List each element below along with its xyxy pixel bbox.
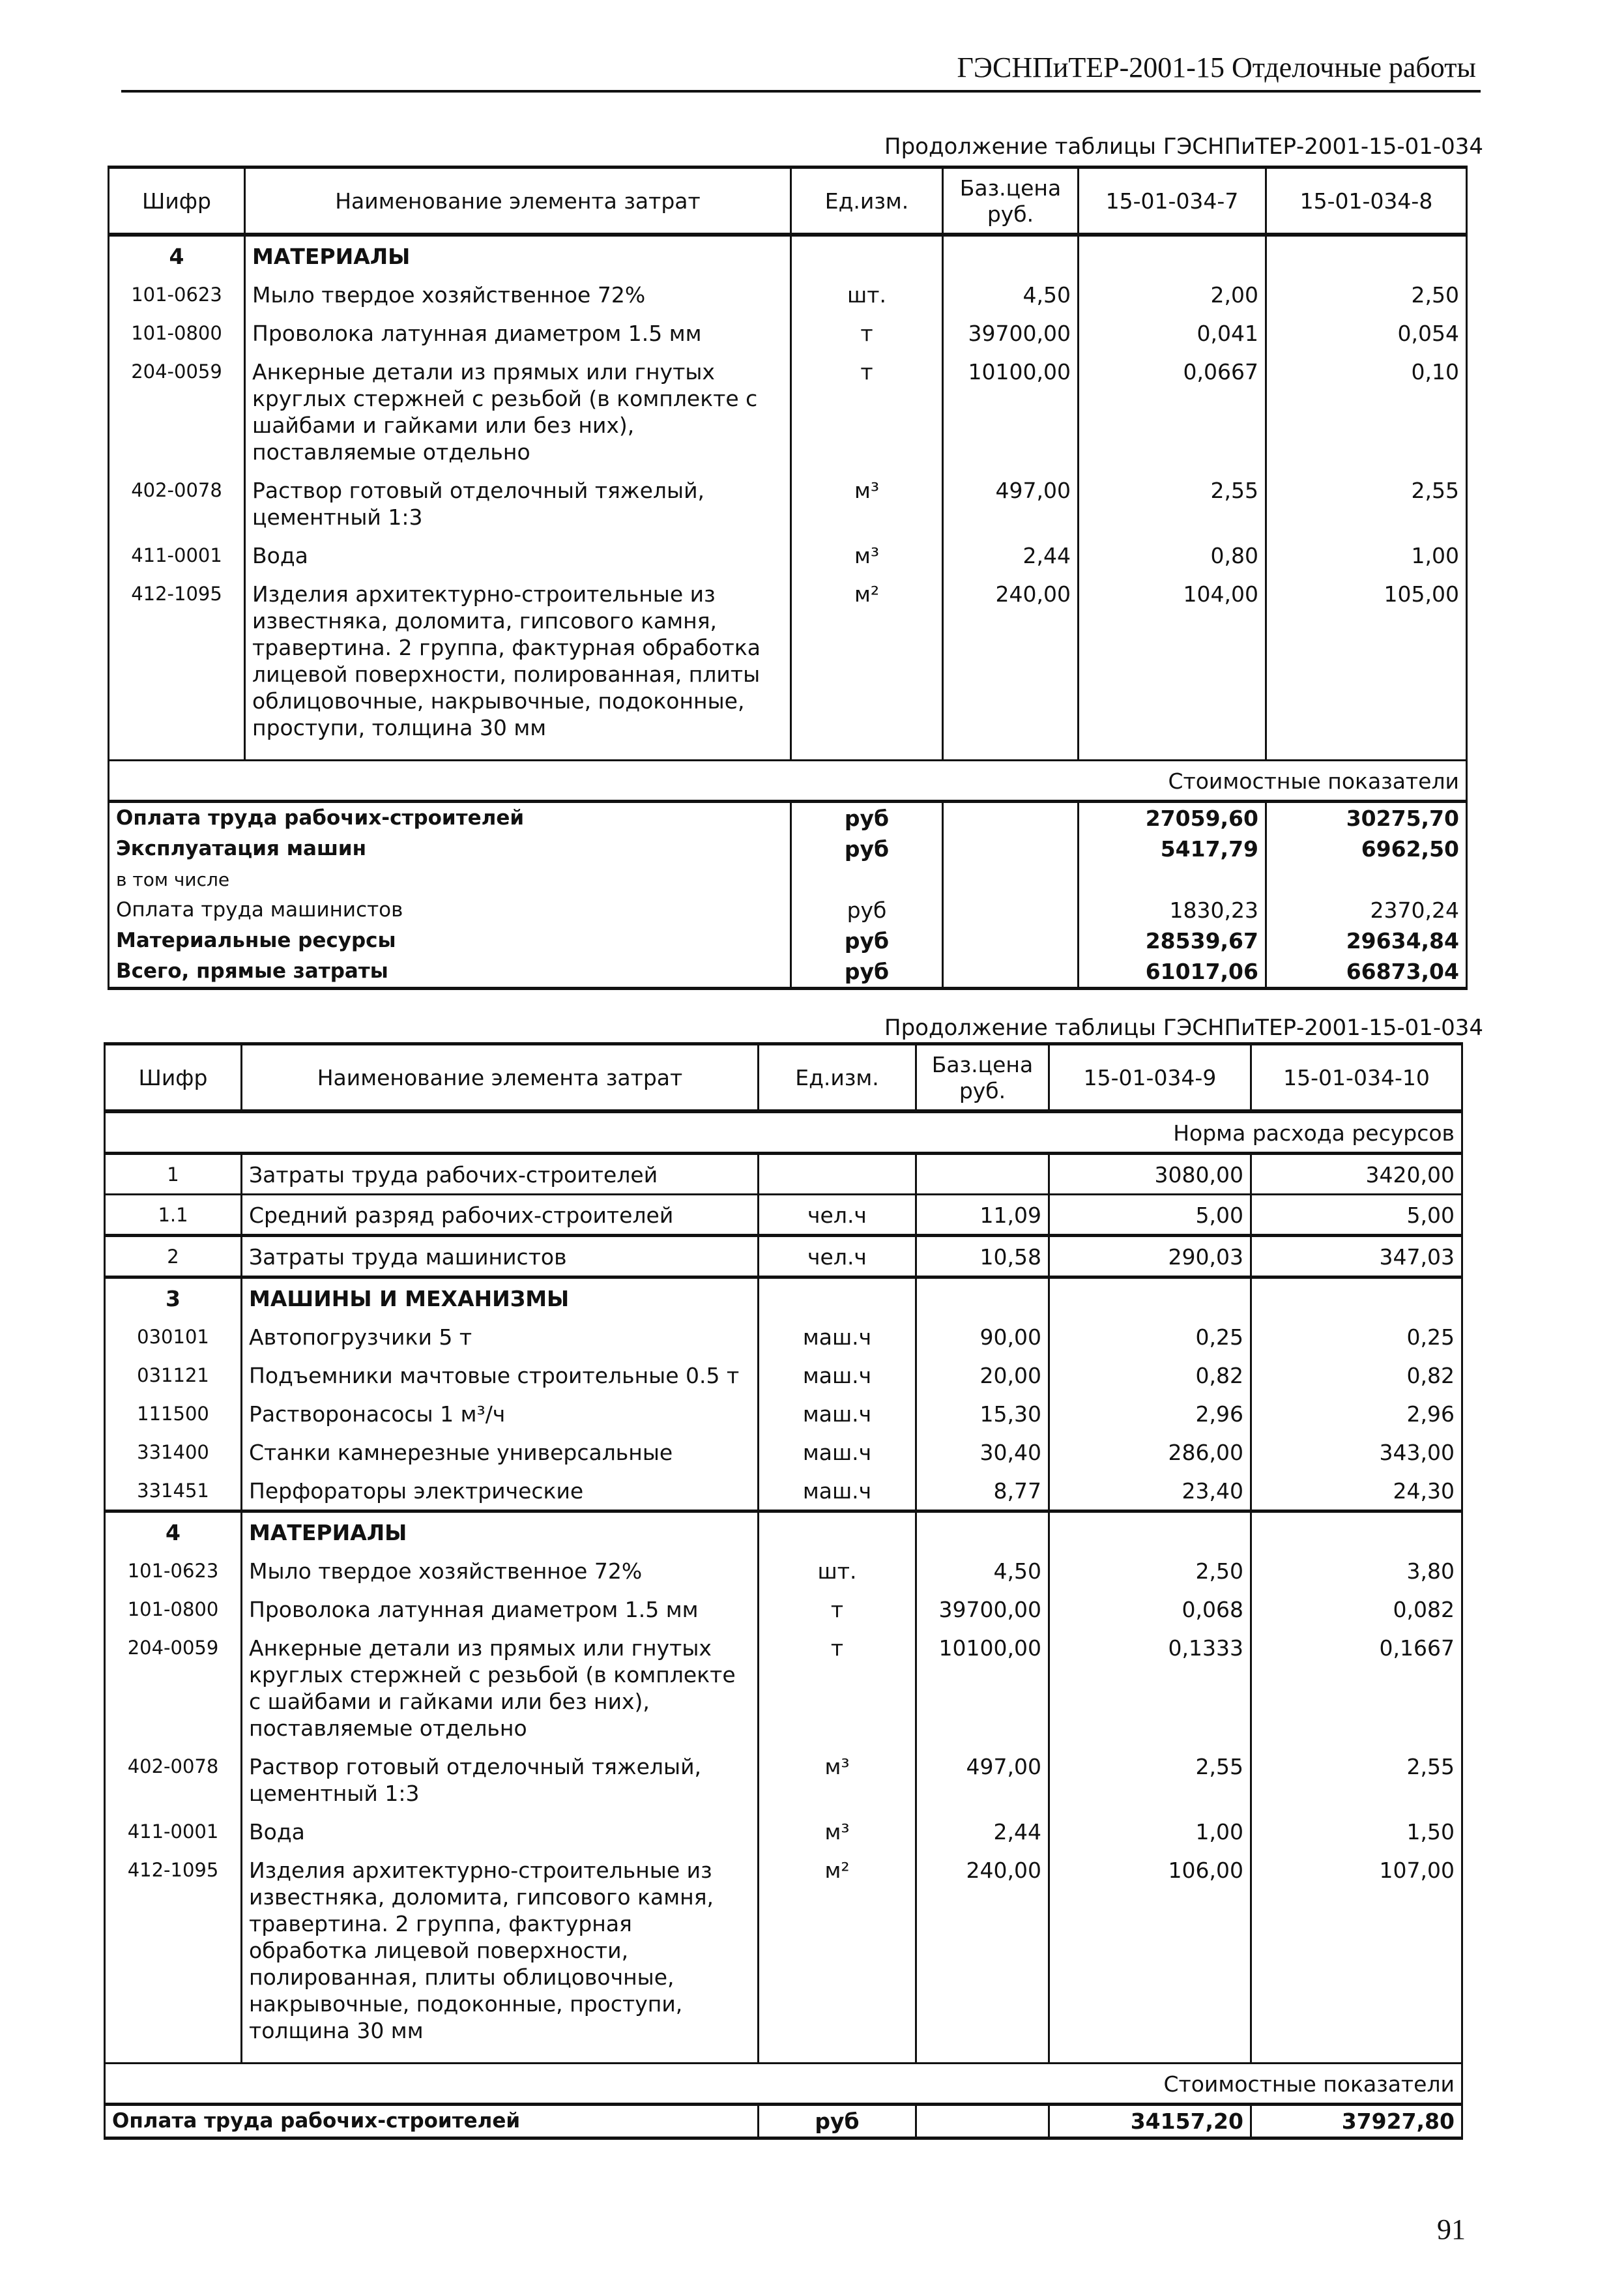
header-code: Шифр [105,1044,242,1112]
spacer-cell [1266,746,1467,761]
resource-table-2 [104,1042,1463,2140]
price-cell [916,1154,1049,1195]
unit-cell: руб [791,895,943,926]
header-col-b: 15-01-034-8 [1266,168,1467,235]
name-cell: Раствор готовый отделочный тяжелый, цементный 1:3 [242,1747,759,1812]
value-b-cell: 2,96 [1251,1394,1462,1433]
code-cell: 101-0800 [109,314,245,352]
name-cell: Анкерные детали из прямых или гнутых круглых стержней с резьбой (в комплекте с шайбами и гайками или без них), поставляемые отдельно [245,352,791,471]
code-cell: 101-0623 [105,1551,242,1590]
price-cell [916,1277,1049,1318]
summary-row [109,802,1467,834]
table-row [105,1747,1462,1812]
value-b-cell: 37927,80 [1251,2105,1462,2138]
code-cell: 031121 [105,1356,242,1394]
section-row [109,235,1467,275]
value-b-cell: 107,00 [1251,1850,1462,2049]
table-row [105,1628,1462,1747]
table-row [109,314,1467,352]
value-b-cell: 0,25 [1251,1317,1462,1356]
unit-cell: руб [759,2105,916,2138]
value-b-cell: 1,50 [1251,1812,1462,1850]
value-a-cell: 290,03 [1049,1236,1251,1277]
table2-caption: Продолжение таблицы ГЭСНПиТЕР-2001-15-01-034 [884,1015,1484,1041]
unit-cell [759,1277,916,1318]
header-unit: Ед.изм. [759,1044,916,1112]
spacer-cell [1049,2049,1251,2064]
value-a-cell: 2,96 [1049,1394,1251,1433]
table-header-row [105,1044,1462,1112]
unit-cell: маш.ч [759,1433,916,1471]
value-a-cell: 28539,67 [1079,926,1266,956]
table-body [109,235,1467,989]
summary-label: Оплата труда машинистов [109,895,791,926]
header-col-a: 15-01-034-7 [1079,168,1266,235]
unit-cell: шт. [791,275,943,314]
header-name: Наименование элемента затрат [245,168,791,235]
name-cell: Станки камнерезные универсальные [242,1433,759,1471]
unit-cell [759,1511,916,1552]
table-row [105,1471,1462,1511]
code-cell: 411-0001 [105,1812,242,1850]
price-cell: 4,50 [943,275,1079,314]
code-cell: 331451 [105,1471,242,1511]
name-cell: Раствор готовый отделочный тяжелый, цементный 1:3 [245,471,791,536]
summary-row [109,864,1467,895]
name-cell: Перфораторы электрические [242,1471,759,1511]
name-cell: Анкерные детали из прямых или гнутых круглых стержней с резьбой (в комплекте с шайбами и гайками или без них), поставляемые отдельно [242,1628,759,1747]
spacer-cell [242,2049,759,2064]
unit-cell: руб [791,834,943,864]
name-cell: Изделия архитектурно-строительные из известняка, доломита, гипсового камня, травертина. 2 группа, фактурная обработка лицевой поверхности, полированная, плиты облицовочные, накрывочные, подоконные, проступи, толщина 30 мм [245,574,791,746]
value-a-cell: 1830,23 [1079,895,1266,926]
value-a-cell: 34157,20 [1049,2105,1251,2138]
spacer-cell [105,2049,242,2064]
price-cell [943,926,1079,956]
value-a-cell [1049,1511,1251,1552]
code-cell: 1.1 [105,1195,242,1236]
price-cell: 2,44 [943,536,1079,574]
unit-cell [759,1154,916,1195]
value-b-cell [1251,1511,1462,1552]
name-cell: Растворонасосы 1 м³/ч [242,1394,759,1433]
price-cell: 90,00 [916,1317,1049,1356]
header-unit: Ед.изм. [791,168,943,235]
table-row [105,1433,1462,1471]
price-cell: 240,00 [943,574,1079,746]
value-b-cell [1266,235,1467,275]
table-row [109,471,1467,536]
table-row [105,1317,1462,1356]
unit-cell: м³ [791,536,943,574]
code-cell: 331400 [105,1433,242,1471]
unit-cell: т [759,1590,916,1628]
value-a-cell: 1,00 [1049,1812,1251,1850]
unit-cell: м² [791,574,943,746]
table-row [105,1590,1462,1628]
value-a-cell: 23,40 [1049,1471,1251,1511]
value-a-cell: 0,25 [1049,1317,1251,1356]
code-cell: 4 [105,1511,242,1552]
summary-label: Всего, прямые затраты [109,956,791,989]
value-b-cell: 1,00 [1266,536,1467,574]
code-cell: 402-0078 [109,471,245,536]
price-cell: 8,77 [916,1471,1049,1511]
header-col-a: 15-01-034-9 [1049,1044,1251,1112]
spacer-cell [943,746,1079,761]
value-a-cell: 286,00 [1049,1433,1251,1471]
table-body [105,1111,1462,2138]
band-label: Стоимостные показатели [109,761,1467,802]
price-cell [916,1511,1049,1552]
name-cell: Автопогрузчики 5 т [242,1317,759,1356]
price-cell [943,834,1079,864]
table-row [109,574,1467,746]
value-b-cell: 5,00 [1251,1195,1462,1236]
table1-caption: Продолжение таблицы ГЭСНПиТЕР-2001-15-01-034 [884,134,1484,160]
summary-row [109,834,1467,864]
price-cell: 20,00 [916,1356,1049,1394]
code-cell: 3 [105,1277,242,1318]
table-row [105,1195,1462,1236]
band-label: Стоимостные показатели [105,2064,1462,2105]
code-cell: 1 [105,1154,242,1195]
summary-row [105,2105,1462,2138]
price-cell: 10100,00 [943,352,1079,471]
value-b-cell: 0,054 [1266,314,1467,352]
running-header: ГЭСНПиТЕР-2001-15 Отделочные работы [957,51,1476,83]
header-col-b: 15-01-034-10 [1251,1044,1462,1112]
spacer-cell [1251,2049,1462,2064]
table-row [105,1356,1462,1394]
code-cell: 111500 [105,1394,242,1433]
page-number: 91 [1437,2213,1466,2245]
table-row [105,1154,1462,1195]
table-row [105,1850,1462,2049]
spacer-cell [1079,746,1266,761]
value-b-cell: 2370,24 [1266,895,1467,926]
band-label: Норма расхода ресурсов [105,1111,1462,1154]
code-cell: 101-0623 [109,275,245,314]
value-a-cell: 5,00 [1049,1195,1251,1236]
section-band-row [105,2064,1462,2105]
header-rule [121,90,1481,93]
table-row [105,1812,1462,1850]
value-b-cell: 24,30 [1251,1471,1462,1511]
value-a-cell: 106,00 [1049,1850,1251,2049]
price-cell: 11,09 [916,1195,1049,1236]
price-cell: 240,00 [916,1850,1049,2049]
value-b-cell: 2,50 [1266,275,1467,314]
name-cell: МАТЕРИАЛЫ [242,1511,759,1552]
unit-cell: маш.ч [759,1356,916,1394]
header-price: Баз.цена руб. [943,168,1079,235]
unit-cell: маш.ч [759,1471,916,1511]
value-a-cell: 2,00 [1079,275,1266,314]
price-cell [943,956,1079,989]
value-a-cell [1079,864,1266,895]
spacer-cell [916,2049,1049,2064]
name-cell: Подъемники мачтовые строительные 0.5 т [242,1356,759,1394]
value-b-cell: 0,1667 [1251,1628,1462,1747]
spacer-row [109,746,1467,761]
price-cell: 497,00 [916,1747,1049,1812]
spacer-cell [791,746,943,761]
name-cell: Вода [245,536,791,574]
unit-cell: м³ [791,471,943,536]
value-a-cell: 2,55 [1049,1747,1251,1812]
name-cell: Затраты труда рабочих-строителей [242,1154,759,1195]
code-cell: 204-0059 [109,352,245,471]
price-cell: 30,40 [916,1433,1049,1471]
summary-label: Оплата труда рабочих-строителей [105,2105,759,2138]
value-a-cell: 2,50 [1049,1551,1251,1590]
name-cell: МАТЕРИАЛЫ [245,235,791,275]
value-b-cell: 105,00 [1266,574,1467,746]
price-cell: 497,00 [943,471,1079,536]
table-row [105,1236,1462,1277]
name-cell: Проволока латунная диаметром 1.5 мм [242,1590,759,1628]
price-cell: 39700,00 [916,1590,1049,1628]
header-name: Наименование элемента затрат [242,1044,759,1112]
value-b-cell: 347,03 [1251,1236,1462,1277]
value-a-cell [1049,1277,1251,1318]
table-row [109,275,1467,314]
value-a-cell: 0,82 [1049,1356,1251,1394]
unit-cell [791,864,943,895]
price-cell [943,802,1079,834]
spacer-row [105,2049,1462,2064]
value-b-cell [1251,1277,1462,1318]
resource-table-1 [108,166,1468,990]
price-cell: 10100,00 [916,1628,1049,1747]
value-b-cell: 3420,00 [1251,1154,1462,1195]
value-b-cell: 6962,50 [1266,834,1467,864]
name-cell: Мыло твердое хозяйственное 72% [245,275,791,314]
price-cell [943,235,1079,275]
code-cell: 402-0078 [105,1747,242,1812]
value-a-cell: 2,55 [1079,471,1266,536]
value-b-cell: 0,82 [1251,1356,1462,1394]
name-cell: Мыло твердое хозяйственное 72% [242,1551,759,1590]
unit-cell: маш.ч [759,1317,916,1356]
value-b-cell: 0,10 [1266,352,1467,471]
name-cell: Затраты труда машинистов [242,1236,759,1277]
unit-cell: м² [759,1850,916,2049]
section-band-row [105,1111,1462,1154]
price-cell [943,864,1079,895]
name-cell: Проволока латунная диаметром 1.5 мм [245,314,791,352]
value-b-cell: 29634,84 [1266,926,1467,956]
unit-cell: м³ [759,1747,916,1812]
summary-label: Эксплуатация машин [109,834,791,864]
unit-cell: м³ [759,1812,916,1850]
value-a-cell: 5417,79 [1079,834,1266,864]
code-cell: 204-0059 [105,1628,242,1747]
unit-cell: чел.ч [759,1195,916,1236]
summary-label: в том числе [109,864,791,895]
value-a-cell: 61017,06 [1079,956,1266,989]
value-a-cell: 27059,60 [1079,802,1266,834]
value-a-cell: 0,1333 [1049,1628,1251,1747]
price-cell: 4,50 [916,1551,1049,1590]
unit-cell: шт. [759,1551,916,1590]
code-cell: 030101 [105,1317,242,1356]
table-row [109,536,1467,574]
value-b-cell [1266,864,1467,895]
spacer-cell [759,2049,916,2064]
price-cell [943,895,1079,926]
unit-cell: чел.ч [759,1236,916,1277]
value-b-cell: 2,55 [1251,1747,1462,1812]
value-a-cell [1079,235,1266,275]
unit-cell: руб [791,956,943,989]
price-cell: 39700,00 [943,314,1079,352]
section-row [105,1277,1462,1318]
code-cell: 101-0800 [105,1590,242,1628]
summary-row [109,926,1467,956]
code-cell: 4 [109,235,245,275]
table-row [105,1394,1462,1433]
summary-row [109,956,1467,989]
table-row [105,1551,1462,1590]
unit-cell: т [759,1628,916,1747]
price-cell [916,2105,1049,2138]
code-cell: 412-1095 [109,574,245,746]
spacer-cell [245,746,791,761]
value-a-cell: 0,0667 [1079,352,1266,471]
unit-cell [791,235,943,275]
table-row [109,352,1467,471]
unit-cell: маш.ч [759,1394,916,1433]
value-b-cell: 3,80 [1251,1551,1462,1590]
value-a-cell: 0,80 [1079,536,1266,574]
value-b-cell: 343,00 [1251,1433,1462,1471]
unit-cell: руб [791,926,943,956]
name-cell: Изделия архитектурно-строительные из известняка, доломита, гипсового камня, травертина. 2 группа, фактурная обработка лицевой поверхности, полированная, плиты облицовочные, накрывочные, подоконные, проступи, толщина 30 мм [242,1850,759,2049]
value-a-cell: 104,00 [1079,574,1266,746]
value-b-cell: 0,082 [1251,1590,1462,1628]
summary-label: Материальные ресурсы [109,926,791,956]
header-price: Баз.цена руб. [916,1044,1049,1112]
price-cell: 2,44 [916,1812,1049,1850]
spacer-cell [109,746,245,761]
name-cell: МАШИНЫ И МЕХАНИЗМЫ [242,1277,759,1318]
name-cell: Вода [242,1812,759,1850]
price-cell: 15,30 [916,1394,1049,1433]
value-a-cell: 0,041 [1079,314,1266,352]
value-b-cell: 66873,04 [1266,956,1467,989]
price-cell: 10,58 [916,1236,1049,1277]
code-cell: 411-0001 [109,536,245,574]
code-cell: 2 [105,1236,242,1277]
code-cell: 412-1095 [105,1850,242,2049]
unit-cell: т [791,314,943,352]
value-b-cell: 30275,70 [1266,802,1467,834]
section-row [105,1511,1462,1552]
summary-label: Оплата труда рабочих-строителей [109,802,791,834]
summary-row [109,895,1467,926]
header-code: Шифр [109,168,245,235]
value-a-cell: 0,068 [1049,1590,1251,1628]
value-b-cell: 2,55 [1266,471,1467,536]
name-cell: Средний разряд рабочих-строителей [242,1195,759,1236]
value-a-cell: 3080,00 [1049,1154,1251,1195]
unit-cell: руб [791,802,943,834]
unit-cell: т [791,352,943,471]
table-header-row [109,168,1467,235]
section-band-row [109,761,1467,802]
